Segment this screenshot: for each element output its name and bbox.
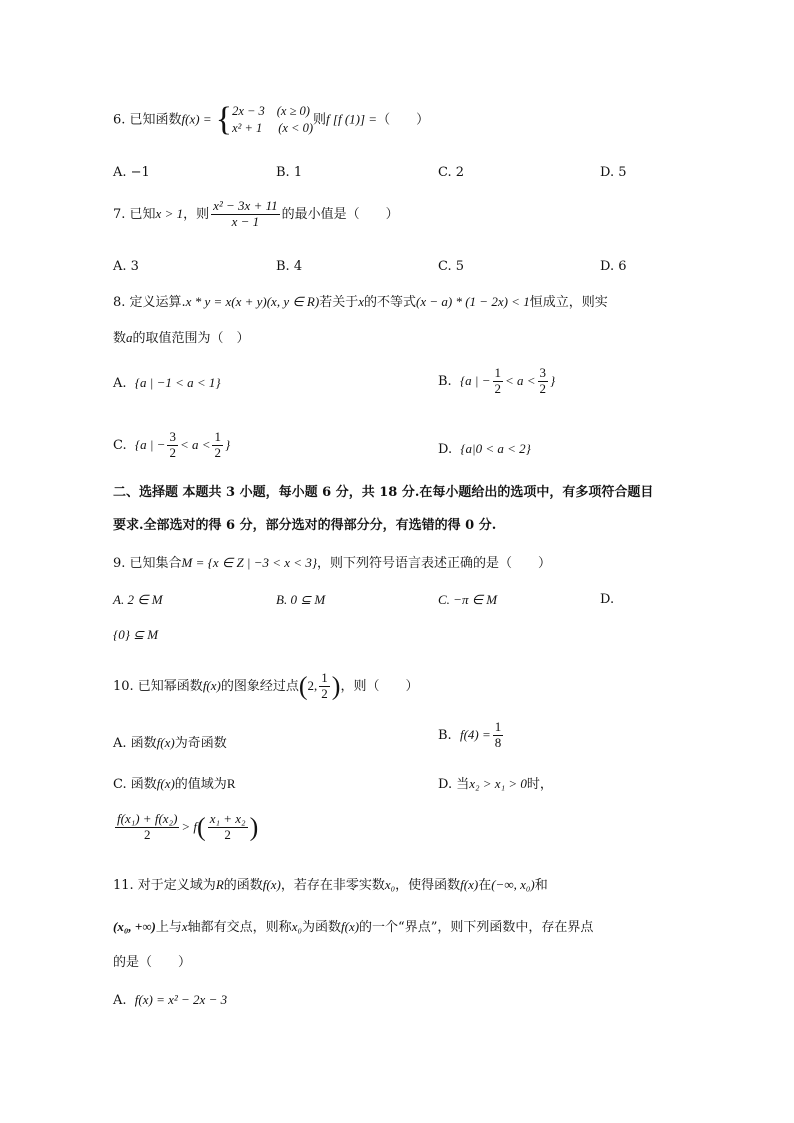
q7-option-b[interactable]: B. 4 [276,259,303,274]
q8-option-b[interactable]: B. {a | − $\frac{1}{2}$ < a < $\frac{3}{2}$ } [438,365,556,396]
q10-option-d[interactable]: D. 当x₂ > x₁ > 0时， [438,776,553,792]
q7-option-d[interactable]: D. 6 [600,259,627,274]
section-2-header-line1: 二、选择题 本题共 3 小题，每小题 6 分，共 18 分.在每小题给出的选项中，有多项符合题目 [113,485,654,500]
question-8-stem: 8. 定义运算.x * y = x(x + y)(x, y ∈ R)若关于x的不等式(x − a) * (1 − 2x) < 1恒成立，则实 [113,294,608,310]
q10-right-paren: ) [331,671,341,701]
q8-option-d[interactable]: D. {a|0 < a < 2} [438,441,531,457]
q6-option-d[interactable]: D. 5 [600,165,627,180]
q9-option-a[interactable]: A. 2 ∈ M [113,592,163,607]
question-7-stem: 7. 已知x > 1，则 $\frac{\text{x² − 3x + 11}}{x - 1}$ 的最小值是（ ） [113,198,399,229]
q6-option-c[interactable]: C. 2 [438,165,465,180]
q9-option-b[interactable]: B. 0 ⊆ M [276,592,326,607]
q7-fraction: $\frac{\text{x² − 3x + 11}}{x - 1}$ [213,198,278,229]
q6-brace: { [215,101,233,138]
question-11-stem: 11. 对于定义域为R的函数f(x)，若存在非零实数x₀，使得函数f(x)在(−∞, x₀)和 [113,877,548,893]
q10-option-c[interactable]: C. 函数f(x)的值域为R [113,776,236,792]
q10-option-d-inequality: $\frac{\text{f(x₁) + f(x₂)}}{2}$ > f( $\frac{\text{x₁ + x₂}}{2}$ ) [117,811,259,842]
q6-function-name: f(x) = [181,111,212,127]
q10-option-b[interactable]: B. f(4) = $\frac{1}{8}$ [438,719,502,750]
q8-option-a[interactable]: A. {a | −1 < a < 1} [113,375,221,391]
q7-option-c[interactable]: C. 5 [438,259,465,274]
question-11-stem-line2: (x₀, +∞)上与x轴都有交点，则称x₀为函数f(x)的一个“界点”，则下列函数中，存在界点 [113,919,594,935]
q8-option-c[interactable]: C. {a | − $\frac{3}{2}$ < a < $\frac{1}{2}$ } [113,429,231,460]
q9-option-c[interactable]: C. −π ∈ M [438,592,498,607]
question-9-stem: 9. 已知集合M = {x ∈ Z | −3 < x < 3}，则下列符号语言表述正确的是（ ） [113,555,552,571]
q9-option-d[interactable]: D. [600,592,615,607]
section-2-header-line2: 要求.全部选对的得 6 分，部分选对的得部分分，有选错的得 0 分. [113,518,497,533]
question-11-stem-line3: 的是（ ） [113,955,192,970]
q6-piecewise: { 2x − 3 (x ≥ 0) x² + 1 (x < 0) [215,101,314,138]
question-10-stem: 10. 已知幂函数f(x)的图象经过点(2, $\frac{1}{2}$ )，则（ ） [113,670,419,701]
question-8-stem-line2: 数a的取值范围为（ ） [113,330,250,346]
q7-option-a[interactable]: A. 3 [113,259,139,274]
q10-left-paren: ( [298,671,308,701]
question-6-stem: 6. 已知函数f(x) = { 2x − 3 (x ≥ 0) x² + 1 (x < 0) 则f [f (1)] =（ ） [113,101,430,138]
q9-option-d-content: {0} ⊆ M [113,627,159,642]
q10-option-a[interactable]: A. 函数f(x)为奇函数 [113,735,227,751]
q11-option-a[interactable]: A. f(x) = x² − 2x − 3 [113,992,228,1008]
q6-option-a[interactable]: A. −1 [113,165,150,180]
q6-option-b[interactable]: B. 1 [276,165,303,180]
